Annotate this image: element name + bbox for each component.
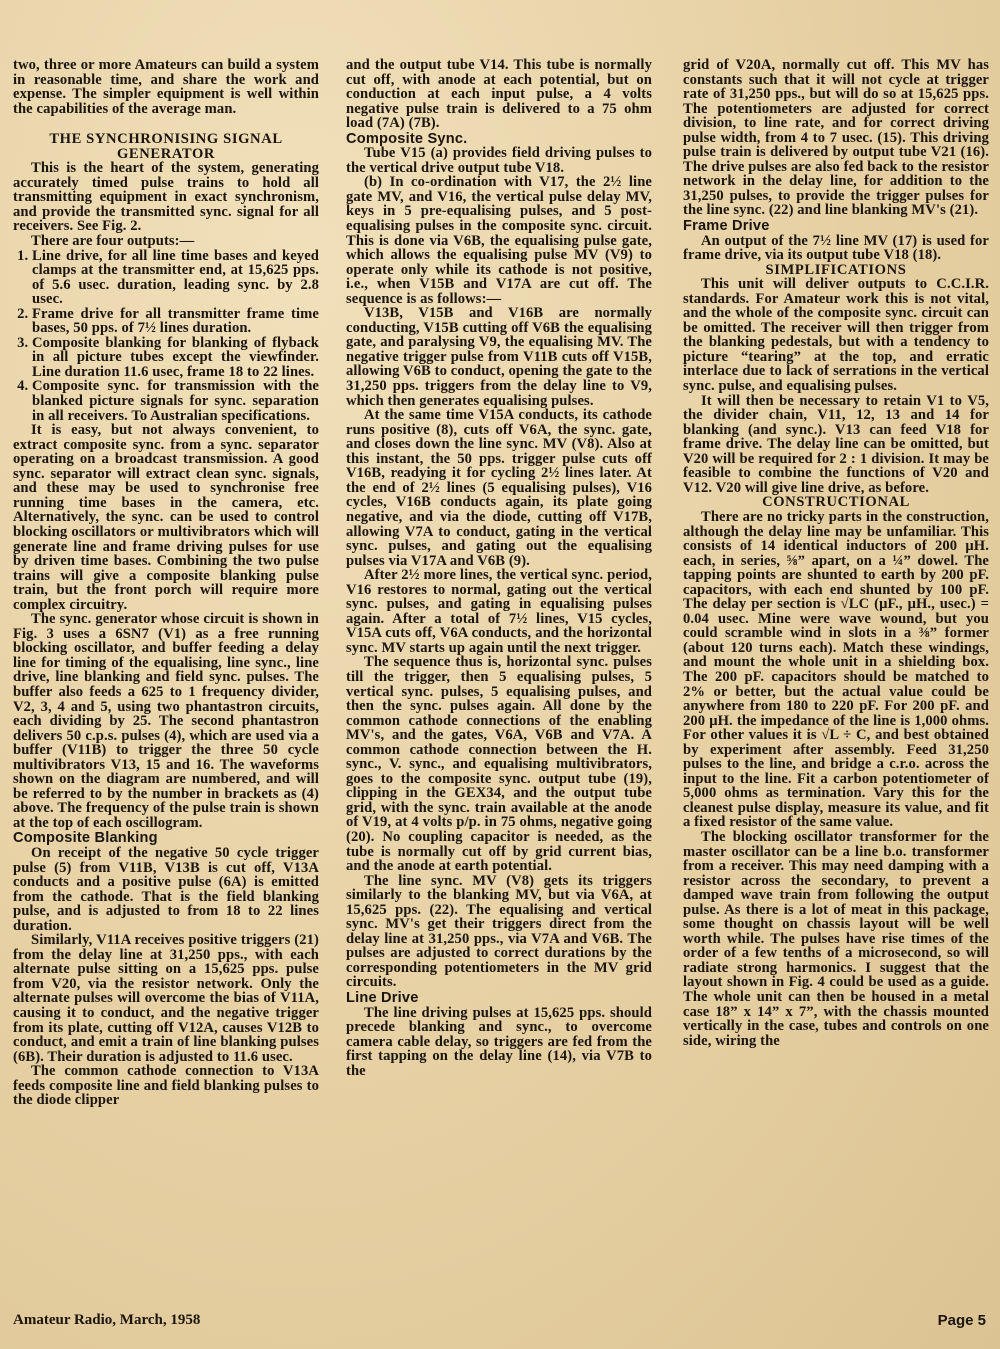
paragraph: After 2½ more lines, the vertical sync. period, V16 restores to normal, gating out the vertical sync. pulses, and gating in equalising pulses again. After a total of 7½ lines, V15 cycles, V15A cuts off, V6A conducts, and the horizontal sync. MV starts up again until the next trigger. — [346, 567, 652, 656]
column-2 — [346, 58, 652, 1078]
paragraph: The line sync. MV (V8) gets its triggers similarly to the blanking MV, but via V6A, at 15,625 pps. (22). The equalising and vertical sync. MV's get their triggers direct from the delay line at 31,250 pps., via V7A and V6B. The pulses are adjusted to correct durations by the corresponding potentiometers in the MV grid circuits. — [346, 872, 652, 991]
outputs-list — [13, 249, 319, 424]
paragraph: At the same time V15A conducts, its cathode runs positive (8), cuts off V6A, the sync. gate, and closes down the line sync. MV (V8). Also at this instant, the 50 pps. trigger pulse cuts off V16B, readying it for cycling 2½ lines later. At the end of 2½ lines (5 equalising pulses), V16 cycles, V16B conducts again, its plate going negative, and via the diode, cutting off V17B, allowing V7A to conduct, gating in the vertical sync. pulses, and gating out the equalising pulses via V17A and V6B (9). — [346, 407, 652, 569]
subheading-line-drive: Line Drive — [346, 990, 419, 1006]
paragraph: The common cathode connection to V13A feeds composite line and field blanking pulses to the diode clipper — [13, 1063, 319, 1109]
list-item: 2. Frame drive for all transmitter frame time bases, 50 pps. of 7½ lines duration. — [32, 307, 319, 336]
paragraph: This is the heart of the system, generating accurately timed pulse trains to hold all transmitting equipment in exact synchronism, and provide the transmitted sync. signal for all receivers. See Fig. 2. — [13, 160, 319, 235]
paragraph: There are four outputs:— — [31, 233, 195, 250]
paragraph: grid of V20A, normally cut off. This MV has constants such that it will not cycle at trigger rate of 31,250 pps., but will do so at 15,625 pps. The potentiometers are adjusted for correct division, to line rate, and for correct driving pulse width, from 4 to 7 usec. (15). This driving pulse train is delivered by output tube V21 (16). The drive pulses are also fed back to the resistor network in the delay line, for addition to the 31,250 pulses, to provide the trigger pulses for the line sync. (22) and line blanking MV's (21). — [683, 57, 989, 219]
paragraph: This unit will deliver outputs to C.C.I.R. standards. For Amateur work this is not vital, and the whole of the composite sync. circuit can be omitted. The receiver will then trigger from the blanking pedestals, but with a tendency to picture “tearing” at the top, and erratic interlace due to lack of serrations in the vertical sync. pulse, and equalising pulses. — [683, 276, 989, 395]
section-heading-sync-generator: THE SYNCHRONISING SIGNAL GENERATOR — [49, 131, 283, 162]
paragraph: It will then be necessary to retain V1 to V5, the divider chain, V11, 12, 13 and 14 for blanking (and sync.). V13 can feed V18 for frame drive. The delay line can be omitted, but V20 will be required for 2 : 1 division. It may be feasible to combine the functions of V20 and V12. V20 will give line drive, as before. — [683, 392, 989, 496]
paragraph: An output of the 7½ line MV (17) is used for frame drive, via its output tube V18 (18). — [683, 232, 989, 264]
section-heading-simplifications: SIMPLIFICATIONS — [765, 261, 907, 278]
paragraph: The line driving pulses at 15,625 pps. should precede blanking and sync., to overcome camera cable delay, so triggers are fed from the first tapping on the delay line (14), via V7B to the — [346, 1004, 652, 1079]
subheading-composite-sync: Composite Sync. — [346, 130, 468, 147]
paragraph: V13B, V15B and V16B are normally conducting, V15B cutting off V6B the equalising gate, and paralysing V9, the equalising MV. The negative trigger pulse from V11B cuts off V15B, allowing V6B to conduct, opening the gate to the 31,250 pps. triggers from the delay line to V9, which then generates equalising pulses. — [346, 305, 652, 409]
paragraph: On receipt of the negative 50 cycle trigger pulse (5) from V11B, V13B is cut off, V13A conducts and a positive pulse (6A) is emitted from the cathode. That is the field blanking pulse, and is adjusted to from 18 to 22 lines duration. — [13, 844, 319, 934]
paragraph: and the output tube V14. This tube is normally cut off, with anode at each potential, but on conduction at each input pulse, a 4 volts negative pulse train is delivered to a 75 ohm load (7A) (7B). — [346, 57, 652, 132]
subheading-frame-drive: Frame Drive — [683, 218, 770, 235]
column-3 — [683, 58, 989, 1048]
subheading-composite-blanking: Composite Blanking — [13, 830, 158, 847]
list-item: 3. Composite blanking for blanking of flyback in all picture tubes except the viewfinder. Line duration 11.6 usec, frame 18 to 22 lines. — [32, 336, 319, 380]
list-item: 1. Line drive, for all line time bases and keyed clamps at the transmitter end, at 15,625 pps. of 5.6 usec. duration, leading sync. by 2.8 usec. — [32, 249, 319, 307]
paragraph: There are no tricky parts in the construction, although the delay line may be unfamiliar. This consists of 14 identical inductors of 200 μH. each, in series, ⅝” apart, on a ¼” dowel. The tapping points are shunted to earth by 200 pF. capacitors, with each end shunted by 100 pF. The delay per section is √LC (μF., μH., usec.) = 0.04 usec. Mine were wave wound, but you could scramble wind in slots in a ⅜” former (about 120 turns each). Match these windings, and mount the whole unit in a shielding box. The 200 pF. capacitors should be matched to 2% or better, but the actual value could be anywhere from 180 to 220 pF. For 200 pF. and 200 μH. the impedance of the line is 1,000 ohms. For other values it is √L ÷ C, and best obtained by experiment after assembly. Feed 31,250 pulses to the line, and bridge a c.r.o. across the input to the line. Fit a carbon potentiometer of 5,000 ohms as termination. Vary this for the cleanest pulse display, measure its value, and fit a fixed resistor of the same value. — [683, 508, 989, 831]
paragraph: two, three or more Amateurs can build a system in reasonable time, and share the work and expense. The simpler equipment is well within the capabilities of the average man. — [13, 57, 319, 117]
paragraph: The sync. generator whose circuit is shown in Fig. 3 uses a 6SN7 (V1) as a free running blocking oscillator, and buffer feeding a delay line for timing of the equalising, line sync., line drive, line blanking and field sync. pulses. The buffer also feeds a 625 to 1 frequency divider, V2, 3, 4 and 5, using two phantastron circuits, each dividing by 25. The second phantastron delivers 50 c.p.s. pulses (4), which are used via a buffer (V11B) to trigger the three 50 cycle multivibrators V13, 15 and 16. The waveforms shown on the diagram are numbered, and will be referred to by the number in brackets as (4) above. The frequency of the pulse train is shown at the top of each oscillogram. — [13, 611, 319, 831]
paragraph: The sequence thus is, horizontal sync. pulses till the trigger, then 5 equalising pulses, 5 vertical sync. pulses, 5 equalising pulses, and then the sync. pulses again. All done by the common cathode connections of the enabling MV's, and the gates, V6A, V6B and V7A. A common cathode connection between the H. sync., V. sync., and equalising multivibrators, goes to the composite sync. output tube (19), clipping in the GEX34, and the output tube grid, with the sync. train available at the anode of V19, at 4 volts p/p. in 75 ohms, negative going (20). No coupling capacitor is needed, as the tube is normally cut off by grid current bias, and the anode at earth potential. — [346, 654, 652, 875]
page-number: Page 5 — [937, 1312, 986, 1329]
paragraph: The blocking oscillator transformer for the master oscillator can be a line b.o. transformer from a receiver. This may need damping with a resistor across the secondary, to prevent a damped wave train from following the output pulse. As there is a lot of meat in this package, some thought on chassis layout will be well worth while. The pulses have rise times of the order of a few tenths of a microsecond, so will radiate strong harmonics. I suggest that the layout shown in Fig. 4 could be used as a guide. The whole unit can then be housed in a metal case 18” x 14” x 7”, with the chassis mounted vertically in the case, tubes and controls on one side, wiring the — [683, 828, 989, 1049]
paragraph: It is easy, but not always convenient, to extract composite sync. from a sync. separator operating on a broadcast transmission. A good sync. separator will extract clean sync. signals, and these may be used to synchronise free running time bases in the camera, etc. Alternatively, the sync. can be used to control blocking oscillators or multivibrators which will generate line and frame driving pulses for use by driven time bases. Combining the two pulse trains will give a composite blanking pulse train, but the front porch will require more complex circuitry. — [13, 422, 319, 613]
paragraph: Similarly, V11A receives positive triggers (21) from the delay line at 31,250 pps., with each alternate pulse sitting on a 15,625 pps. pulse from V20, via the resistor network. Only the alternate pulses will overcome the bias of V11A, causing it to conduct, and the negative trigger from its plate, cutting off V12A, causes V12B to conduct, and emit a train of line blanking pulses (6B). Their duration is adjusted to 11.6 usec. — [13, 932, 319, 1065]
section-heading-constructional: CONSTRUCTIONAL — [762, 494, 910, 511]
footer-publication: Amateur Radio, March, 1958 — [13, 1312, 201, 1328]
list-item: 4. Composite sync. for transmission with the blanked picture signals for sync. separation in all receivers. To Australian specifications. — [32, 379, 319, 423]
column-1 — [13, 58, 319, 1108]
paragraph: (b) In co-ordination with V17, the 2½ line gate MV, and V16, the vertical pulse delay MV, keys in 5 pre-equalising pulses, and 5 post-equalising pulses in the composite sync. circuit. This is done via V6B, the equalising pulse gate, which allows the equalising pulse MV (V9) to operate only while its cathode is not positive, i.e., when V15B and V17A are cut off. The sequence is as follows:— — [346, 174, 652, 307]
paragraph: Tube V15 (a) provides field driving pulses to the vertical drive output tube V18. — [346, 145, 652, 176]
